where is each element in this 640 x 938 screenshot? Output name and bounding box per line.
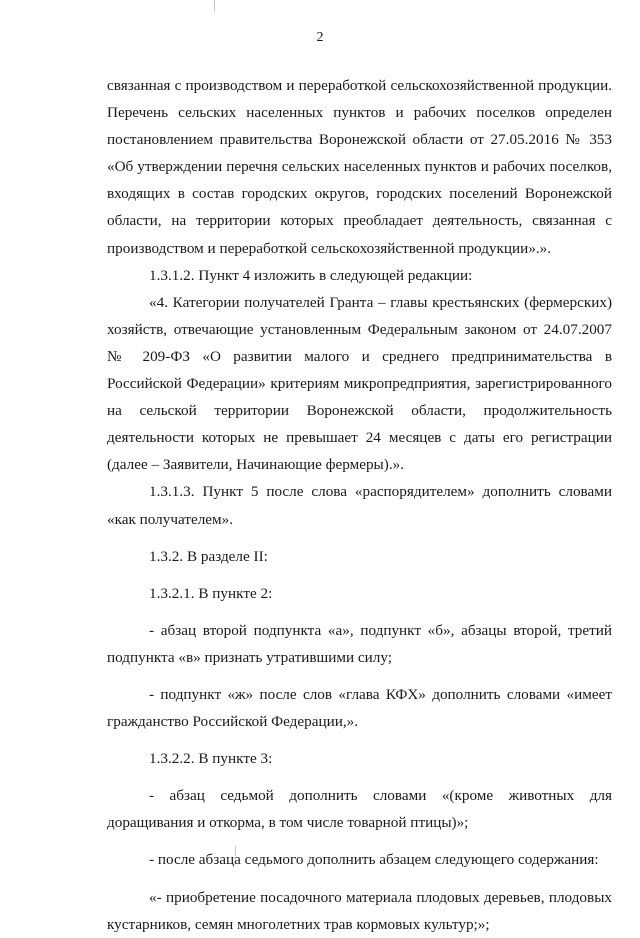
paragraph-2: 1.3.1.2. Пункт 4 изложить в следующей редакции: [149, 266, 473, 284]
scan-artifact-top [214, 0, 215, 12]
paragraph-12: «- приобретение посадочного материала плодовых деревьев, плодовых кустарников, семян многолетних трав кормовых культур;»; [107, 888, 612, 933]
document-body [107, 72, 612, 938]
paragraph-1: связанная с производством и переработкой сельскохозяйственной продукции. Перечень сельских населенных пунктов и рабочих поселков определен постановлением правительства Воронежской области от 27.05.2016 № 353 «Об утверждении перечня сельских населенных пунктов и рабочих поселков, входящих в состав городских округов, городских поселений Воронежской области, на территории которых преобладает деятельность, связанная с производством и переработкой сельскохозяйственной продукции».». [107, 77, 612, 257]
paragraph-5: 1.3.2. В разделе II: [149, 547, 268, 565]
paragraph-8: - подпункт «ж» после слов «глава КФХ» дополнить словами «имеет гражданство Российской Федерации,». [107, 685, 612, 731]
paragraph-11: - после абзаца седьмого дополнить абзацем следующего содержания: [149, 851, 599, 869]
paragraph-10: - абзац седьмой дополнить словами «(кроме животных для доращивания и откорма, в том числе товарной птицы)»; [107, 787, 612, 832]
paragraph-6: 1.3.2.1. В пункте 2: [149, 584, 273, 602]
paragraph-7: - абзац второй подпункта «а», подпункт «б», абзацы второй, третий подпункта «в» признать утратившими силу; [107, 621, 612, 666]
paragraph-4: 1.3.1.3. Пункт 5 после слова «распорядителем» дополнить словами «как получателем». [107, 483, 612, 528]
paragraph-9: 1.3.2.2. В пункте 3: [149, 750, 273, 768]
paragraph-3: «4. Категории получателей Гранта – главы крестьянских (фермерских) хозяйств, отвечающие установленным Федеральным законом от 24.07.2007 № 209-ФЗ «О развитии малого и среднего предпринимательства в Российской Федерации» критериям микропредприятия, зарегистрированного на сельской территории Воронежской области, продолжительность деятельности которых не превышает 24 месяцев с даты его регистрации (далее – Заявители, Начинающие фермеры).». [107, 293, 612, 474]
page-number: 2 [316, 30, 324, 45]
